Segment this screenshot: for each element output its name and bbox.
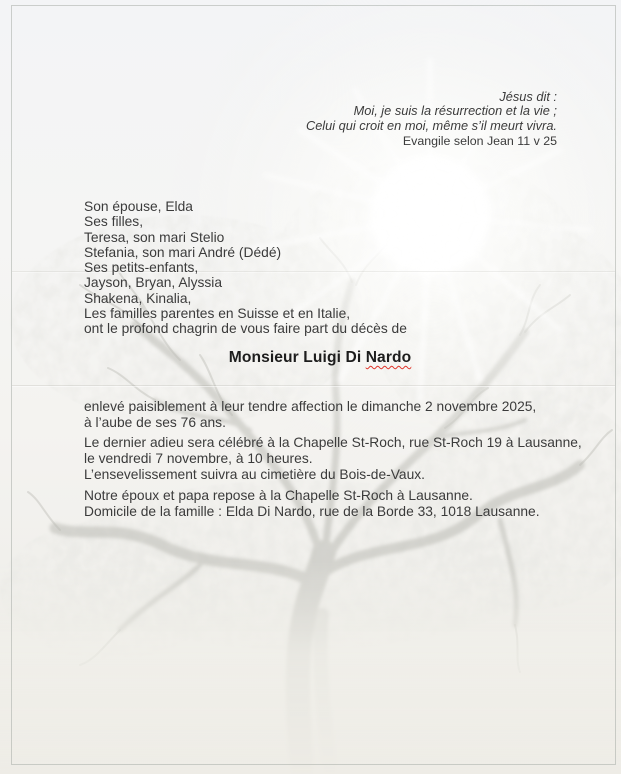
repose-line: Notre époux et papa repose à la Chapelle St-Roch à Lausanne. — [84, 488, 473, 503]
deceased-name-flagged: Nardo — [365, 349, 412, 366]
death-paragraph — [84, 399, 536, 431]
family-line: ont le profond chagrin de vous faire part du décès de — [84, 321, 407, 337]
quote-line: Moi, je suis la résurrection et la vie ; — [353, 103, 557, 119]
family-line: Teresa, son mari Stelio — [84, 229, 225, 245]
scripture-quote — [306, 90, 557, 148]
family-line: Son épouse, Elda — [84, 199, 193, 214]
ceremony-line: L’ensevelissement suivra au cimetière du Bois-de-Vaux. — [84, 467, 426, 483]
family-line: Jayson, Bryan, Alyssia — [84, 275, 223, 291]
repose-paragraph — [84, 488, 540, 520]
family-line: Stefania, son mari André (Dédé) — [84, 244, 282, 260]
family-line: Ses filles, — [84, 214, 144, 230]
quote-line: Celui qui croit en moi, même s’il meurt vivra. — [305, 117, 557, 133]
deceased-name-prefix: Monsieur Luigi Di — [228, 349, 366, 366]
quote-line: Jésus dit : — [499, 89, 557, 104]
family-list — [84, 199, 407, 337]
quote-attribution: Evangile selon Jean 11 v 25 — [402, 133, 557, 148]
family-line: Les familles parentes en Suisse et en Italie, — [84, 306, 351, 322]
ceremony-paragraph — [84, 435, 582, 483]
death-line: enlevé paisiblement à leur tendre affection le dimanche 2 novembre 2025, — [84, 399, 537, 414]
deceased-name — [229, 349, 412, 367]
family-line: Ses petits-enfants, — [84, 260, 199, 276]
ceremony-line: le vendredi 7 novembre, à 10 heures. — [84, 451, 313, 467]
family-line: Shakena, Kinalia, — [84, 290, 192, 306]
repose-line: Domicile de la famille : Elda Di Nardo, rue de la Borde 33, 1018 Lausanne. — [84, 504, 540, 520]
fold-crease-bottom — [12, 385, 615, 386]
death-line: à l’aube de ses 76 ans. — [84, 415, 226, 431]
ceremony-line: Le dernier adieu sera célébré à la Chapelle St-Roch, rue St-Roch 19 à Lausanne, — [84, 435, 582, 450]
ground-fog — [0, 560, 621, 774]
